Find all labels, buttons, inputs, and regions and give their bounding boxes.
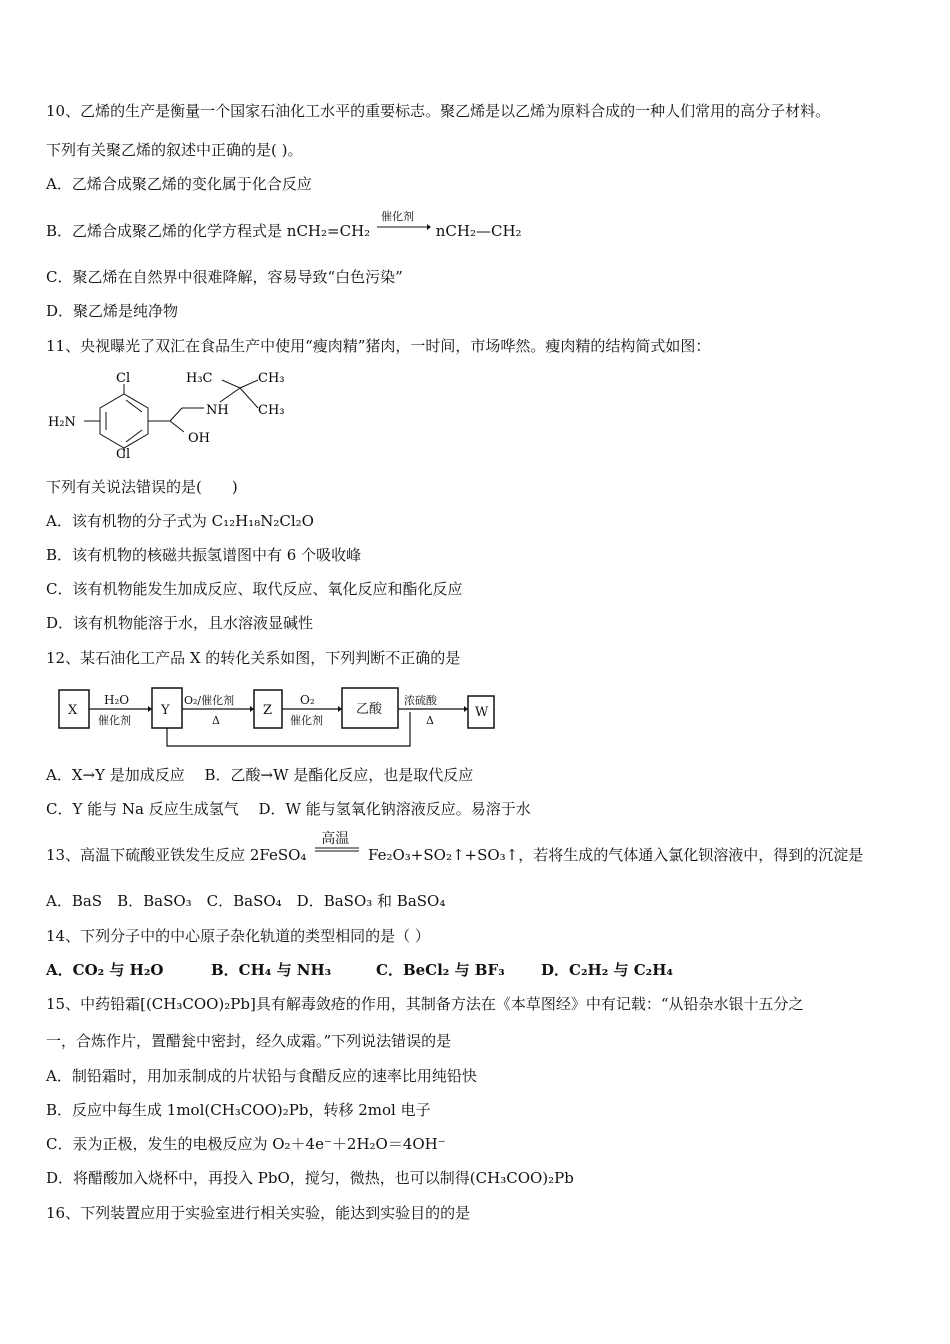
q10-stem-line2: 下列有关聚乙烯的叙述中正确的是( )。 [46, 141, 303, 159]
q10-option-a: A．乙烯合成聚乙烯的变化属于化合反应 [46, 175, 312, 193]
q16-stem: 16、下列装置应用于实验室进行相关实验，能达到实验目的的是 [46, 1204, 471, 1222]
r3-bottom: 催化剂 [290, 714, 323, 727]
arrow-icon [375, 221, 431, 241]
ch3-top-label: CH₃ [258, 371, 285, 386]
box-w-label: W [475, 705, 489, 720]
q10-option-c: C．聚乙烯在自然界中很难降解，容易导致“白色污染” [46, 268, 403, 286]
box-y-label: Y [161, 703, 170, 718]
q15-option-d: D．将醋酸加入烧杯中，再投入 PbO，搅匀，微热，也可以制得(CH₃COO)₂Pb [46, 1169, 574, 1187]
q14-stem: 14、下列分子中的中心原子杂化轨道的类型相同的是（ ） [46, 927, 430, 945]
equals-sign-icon [311, 845, 363, 865]
q10-option-b [46, 210, 522, 241]
q12-flow-diagram [52, 682, 512, 754]
catalyst-label: 催化剂 [380, 210, 414, 223]
q15-stem-line1: 15、中药铅霜[(CH₃COO)₂Pb]具有解毒敛疮的作用，其制备方法在《本草图经》中有记载：“从铅杂水银十五分之 [46, 995, 804, 1013]
q14-option-a: A．CO₂ 与 H₂O [46, 961, 164, 979]
q10-option-b-product: nCH₂—CH₂ [435, 222, 522, 240]
q12-stem: 12、某石油化工产品 X 的转化关系如图，下列判断不正确的是 [46, 649, 461, 667]
q11-question: 下列有关说法错误的是( ) [46, 478, 238, 496]
condition-label: 高温 [321, 831, 350, 847]
q14-option-b: B．CH₄ 与 NH₃ [211, 961, 332, 979]
reaction-arrow [375, 210, 431, 241]
h3c-label: H₃C [186, 371, 213, 386]
oh-label: OH [188, 431, 210, 446]
q11-option-d: D．该有机物能溶于水，且水溶液显碱性 [46, 614, 314, 632]
r1-bottom: 催化剂 [98, 714, 131, 727]
q11-stem: 11、央视曝光了双汇在食品生产中使用“瘦肉精”猪肉，一时间，市场哗然。瘦肉精的结构简式如图： [46, 337, 711, 355]
r4-bottom: Δ [426, 714, 434, 727]
box-z-label: Z [263, 703, 273, 718]
condition-arrow [311, 831, 363, 865]
q15-option-b: B．反应中每生成 1mol(CH₃COO)₂Pb，转移 2mol 电子 [46, 1101, 431, 1119]
q15-option-a: A．制铅霜时，用加汞制成的片状铅与食醋反应的速率比用纯铅快 [46, 1067, 477, 1085]
q12-options-cd: C．Y 能与 Na 反应生成氢气 D．W 能与氢氧化钠溶液反应。易溶于水 [46, 800, 531, 818]
q10-option-d: D．聚乙烯是纯净物 [46, 302, 179, 320]
r1-top: H₂O [104, 693, 130, 707]
q11-option-b: B．该有机物的核磁共振氢谱图中有 6 个吸收峰 [46, 546, 362, 564]
benzene-ring [100, 394, 148, 448]
cl-top-label: Cl [116, 371, 131, 386]
clenbuterol-structure [44, 368, 304, 464]
nh-label: NH [206, 403, 229, 418]
q10-option-b-text: B．乙烯合成聚乙烯的化学方程式是 nCH₂=CH₂ [46, 222, 371, 240]
cl-bottom-label: Cl [116, 447, 131, 462]
r3-top: O₂ [300, 693, 315, 707]
q14-option-d: D．C₂H₂ 与 C₂H₄ [541, 961, 673, 979]
q15-stem-line2: 一，合炼作片，置醋瓮中密封，经久成霜。”下列说法错误的是 [46, 1032, 452, 1050]
r2-bottom: Δ [212, 714, 220, 727]
r4-top: 浓硫酸 [404, 694, 437, 707]
q14-option-c: C．BeCl₂ 与 BF₃ [376, 961, 505, 979]
q15-option-c: C．汞为正极，发生的电极反应为 O₂＋4e⁻＋2H₂O＝4OH⁻ [46, 1135, 446, 1153]
q13-stem [46, 831, 864, 865]
h2n-label: H₂N [48, 415, 76, 430]
q11-option-a: A．该有机物的分子式为 C₁₂H₁₈N₂Cl₂O [46, 512, 314, 530]
q12-options-ab: A．X→Y 是加成反应 B．乙酸→W 是酯化反应，也是取代反应 [46, 766, 474, 784]
q10-stem-line1: 10、乙烯的生产是衡量一个国家石油化工水平的重要标志。聚乙烯是以乙烯为原料合成的一种人们常用的高分子材料。 [46, 102, 831, 120]
box-x-label: X [68, 703, 78, 718]
box-acid-label: 乙酸 [356, 702, 383, 717]
ch3-bottom-label: CH₃ [258, 403, 285, 418]
q13-options: A．BaS B．BaSO₃ C．BaSO₄ D．BaSO₃ 和 BaSO₄ [46, 892, 446, 910]
q13-stem-prefix: 13、高温下硫酸亚铁发生反应 2FeSO₄ [46, 846, 307, 864]
r2-top: O₂/催化剂 [184, 694, 235, 707]
q13-stem-suffix: Fe₂O₃+SO₂↑+SO₃↑，若将生成的气体通入氯化钡溶液中，得到的沉淀是 [368, 846, 864, 864]
q11-option-c: C．该有机物能发生加成反应、取代反应、氧化反应和酯化反应 [46, 580, 463, 598]
